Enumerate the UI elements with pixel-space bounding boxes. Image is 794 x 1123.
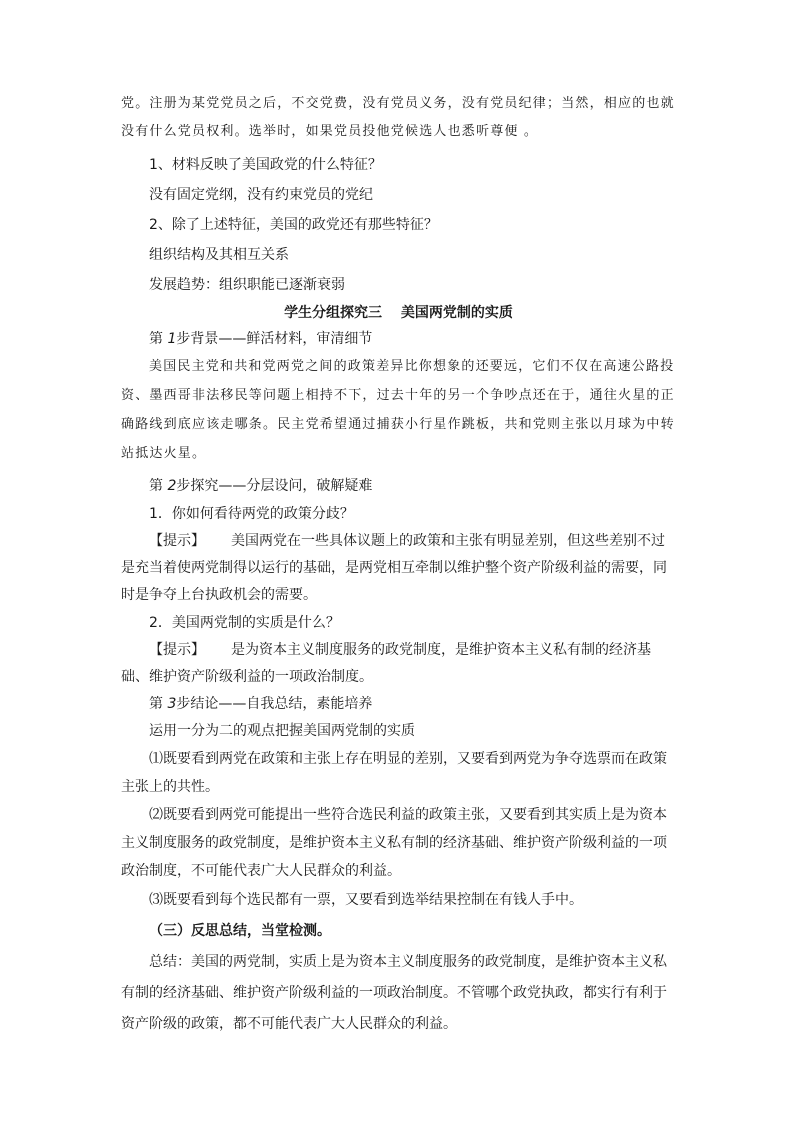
step-2-title: 步探究——分层设问，破解疑难 bbox=[176, 478, 373, 494]
hint-2-label: 【提示】 bbox=[149, 642, 205, 658]
step-2-number: 2 bbox=[167, 478, 177, 494]
hint-2 bbox=[121, 637, 676, 691]
step-2-heading bbox=[121, 472, 676, 500]
material-continuation-line-2: 没有什么党员权利。选举时，如果党员投他党候选人也悉听尊便 。 bbox=[121, 124, 539, 139]
answer-2b: 发展趋势：组织职能已逐渐衰弱 bbox=[149, 277, 345, 293]
answer-1: 没有固定党纲，没有约束党员的党纪 bbox=[149, 187, 373, 203]
question-1: 1、材料反映了美国政党的什么特征？ bbox=[149, 157, 382, 173]
section-title: 学生分组探究三 美国两党制的实质 bbox=[284, 305, 513, 321]
step-3-prefix: 第 bbox=[149, 696, 168, 712]
document-body bbox=[121, 90, 676, 1040]
step-1-title: 步背景——鲜活材料，审清细节 bbox=[176, 331, 373, 347]
hint-1-label: 【提示】 bbox=[149, 533, 205, 549]
material-paragraph: 美国民主党和共和党两党之间的政策差异比你想象的还要远，它们不仅在高速公路投资、墨西哥非法移民等问题上相持不下，过去十年的另一个争吵点还在于，通往火星的正确路线到底应该走哪条。民主党希望通过捕获小行星作跳板，共和党则主张以月球为中转站抵达火星。 bbox=[121, 359, 675, 461]
conclusion-point-1: ⑴既要看到两党在政策和主张上存在明显的差别，又要看到两党为争夺选票而在政策主张上的共性。 bbox=[121, 751, 667, 795]
step-3-title: 步结论——自我总结，素能培养 bbox=[176, 696, 373, 712]
step-1-number: 1 bbox=[167, 331, 177, 347]
question-2: 2、除了上述特征，美国的政党还有那些特征？ bbox=[149, 217, 438, 233]
step-1-heading bbox=[121, 326, 676, 352]
conclusion-intro: 运用一分为二的观点把握美国两党制的实质 bbox=[149, 723, 415, 739]
question-4: 2．美国两党制的实质是什么？ bbox=[149, 615, 340, 631]
step-1-prefix: 第 bbox=[149, 331, 168, 347]
step-3-heading bbox=[121, 691, 676, 718]
answer-2a: 组织结构及其相互关系 bbox=[149, 247, 289, 263]
step-3-number: 3 bbox=[167, 696, 177, 712]
material-continuation-line-1: 党。注册为某党党员之后，不交党费，没有党员义务，没有党员纪律；当然，相应的也就 bbox=[121, 96, 675, 111]
conclusion-point-3: ⑶既要看到每个选民都有一票，又要看到选举结果控制在有钱人手中。 bbox=[149, 892, 583, 908]
hint-1-text: 美国两党在一些具体议题上的政策和主张有明显差别，但这些差别不过是充当着使两党制得以运行的基础，是两党相互牵制以维护整个资产阶级利益的需要，同时是争夺上台执政机会的需要。 bbox=[121, 533, 667, 603]
conclusion-point-2: ⑵既要看到两党可能提出一些符合选民利益的政策主张，又要看到其实质上是为资本主义制度服务的政党制度，是维护资本主义私有制的经济基础、维护资产阶级利益的一项政治制度，不可能代表广大人民群众的利益。 bbox=[121, 807, 667, 879]
summary-paragraph: 总结：美国的两党制，实质上是为资本主义制度服务的政党制度，是维护资本主义私有制的经济基础、维护资产阶级利益的一项政治制度。不管哪个政党执政，都实行有利于资产阶级的政策，都不可能代表广大人民群众的利益。 bbox=[121, 954, 667, 1032]
step-2-prefix: 第 bbox=[149, 478, 168, 494]
section-3-heading: （三）反思总结，当堂检测。 bbox=[149, 923, 331, 939]
question-3: 1．你如何看待两党的政策分歧？ bbox=[149, 506, 354, 522]
hint-1 bbox=[121, 528, 676, 609]
hint-2-text: 是为资本主义制度服务的政党制度，是维护资本主义私有制的经济基础、维护资产阶级利益的一项政治制度。 bbox=[121, 642, 651, 685]
